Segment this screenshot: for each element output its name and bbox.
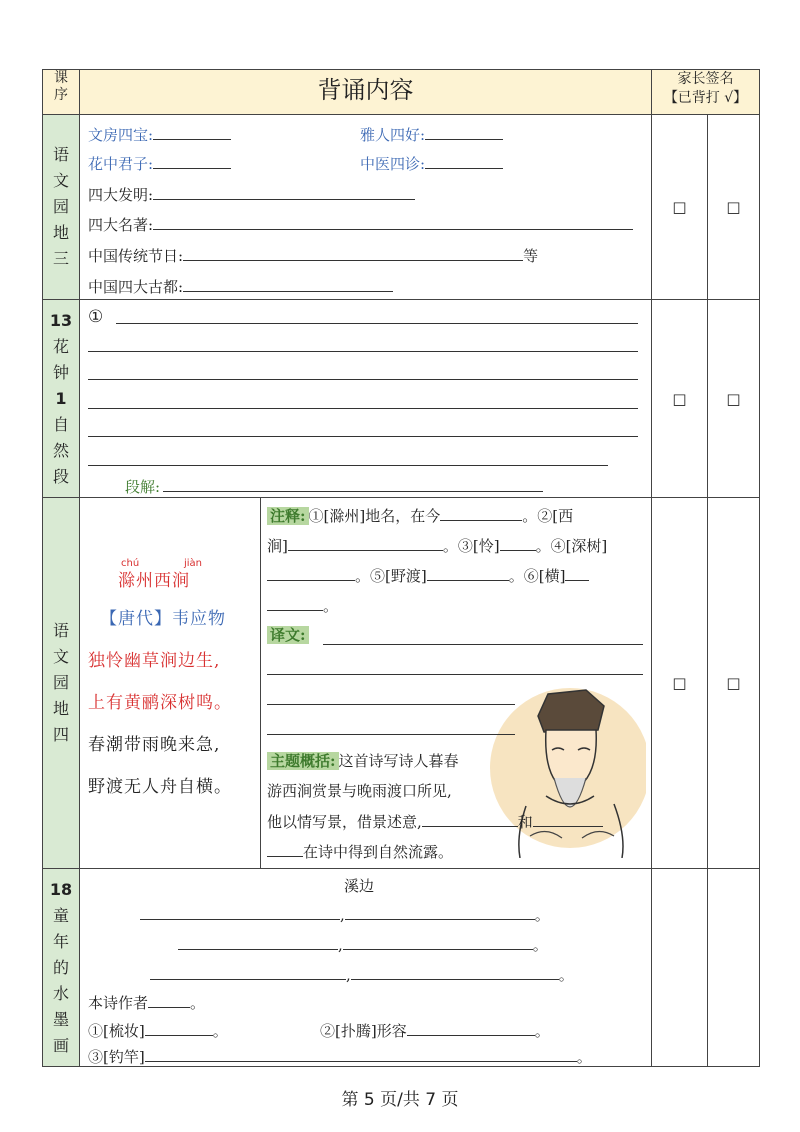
content-yuandi-4: [80, 498, 652, 869]
checkbox-cell-3a[interactable]: [652, 498, 708, 869]
poem-dynasty: 【唐代】: [100, 609, 172, 629]
xibian-blank-1a[interactable]: [140, 903, 340, 920]
lesson-char: 文: [52, 647, 69, 666]
lesson-char: 花: [52, 336, 69, 356]
q2-blank[interactable]: [407, 1019, 535, 1036]
checkbox-cell-2b[interactable]: [708, 300, 760, 498]
jieri-suffix: 等: [523, 247, 539, 265]
poem-line-2: 上有黄鹂深树鸣。: [88, 693, 232, 713]
theme-text-3: 他以情写景，借景述意,: [267, 813, 422, 831]
xibian-line-2: [178, 933, 548, 956]
lesson-char: 童: [52, 905, 69, 925]
poem-line-1: 独怜幽草涧边生,: [88, 651, 221, 671]
checkbox-icon[interactable]: □: [726, 198, 741, 216]
lesson-char: 文: [52, 171, 69, 190]
xibian-line-3: [150, 963, 574, 986]
checkbox-icon[interactable]: □: [726, 389, 741, 408]
faming-blank[interactable]: [153, 183, 415, 200]
answer-line-2[interactable]: [88, 351, 638, 352]
lesson-char: 四: [52, 725, 69, 744]
pinyin-jian: jiàn: [184, 558, 203, 569]
jieri-item: [88, 244, 538, 267]
xibian-line-1: [140, 903, 550, 926]
faming-item: [88, 183, 415, 206]
content-yuandi-3: [80, 115, 652, 300]
checkbox-icon[interactable]: □: [672, 389, 687, 408]
theme-label: 主题概括:: [267, 752, 339, 770]
poem-author: 韦应物: [172, 609, 226, 629]
xibian-blank-2a[interactable]: [178, 933, 338, 950]
xibian-blank-3b[interactable]: [351, 963, 559, 980]
translation-rule-2[interactable]: [267, 674, 643, 675]
duanjie-item: [122, 475, 543, 498]
row-huazhong: [43, 300, 760, 498]
notes-line-3: [267, 564, 589, 587]
comma: ,: [338, 936, 343, 954]
row-yuwen-yuandi-4: [43, 498, 760, 869]
lesson-char: 三: [52, 249, 69, 268]
gudu-blank[interactable]: [183, 275, 393, 292]
theme-line-4: [267, 840, 453, 863]
period: 。: [190, 994, 206, 1012]
lesson-char: 13: [49, 310, 73, 330]
author-q-label: 本诗作者: [88, 994, 149, 1012]
recitation-table: [42, 69, 760, 1067]
lesson-char: 语: [52, 145, 69, 164]
jieri-blank[interactable]: [183, 244, 523, 261]
q2-label: ②[扑腾]形容: [320, 1022, 407, 1040]
content-huazhong: [80, 300, 652, 498]
lesson-label-huazhong: [43, 300, 80, 498]
zhongyi-blank[interactable]: [425, 152, 503, 169]
lesson-char: 地: [52, 699, 69, 718]
note-6-blank-a[interactable]: [565, 564, 589, 581]
lesson-char: 水: [52, 983, 69, 1003]
row-yuwen-yuandi-3: [43, 115, 760, 300]
q1-label: ①[梳妆]: [88, 1022, 145, 1040]
lesson-char: 年: [52, 931, 69, 951]
note-2-start: 。②[西: [522, 507, 574, 525]
parent-sign-header: [652, 70, 760, 115]
checkbox-cell-1a[interactable]: [652, 115, 708, 300]
lesson-char: 段: [52, 466, 69, 486]
note-3-blank[interactable]: [500, 534, 536, 551]
notes-line-2: [267, 534, 607, 557]
note-6-end: 。: [323, 597, 339, 615]
period: 。: [558, 966, 574, 984]
translation-rule-1[interactable]: [323, 644, 643, 645]
note-2-end: 涧]: [267, 537, 288, 555]
theme-blank-2[interactable]: [533, 810, 603, 827]
huazhong-item: [88, 152, 231, 175]
lesson-label-yuandi-4: [43, 498, 80, 869]
poem-line-4: 野渡无人舟自横。: [88, 777, 232, 797]
notes-label: 注释:: [267, 507, 309, 525]
xibian-title: 溪边: [344, 877, 375, 895]
theme-text-2: 游西涧赏景与晚雨渡口所见,: [267, 782, 452, 800]
lesson-char: 1: [55, 388, 67, 408]
table-header-row: [43, 70, 760, 115]
xibian-blank-2b[interactable]: [343, 933, 533, 950]
lesson-char: 园: [52, 197, 69, 216]
note-6: 。⑥[横]: [508, 567, 566, 585]
theme-he: 和: [517, 813, 533, 831]
translation-line: [267, 624, 309, 646]
sign-header-line2: 【已背打 √】: [663, 90, 748, 106]
lesson-char: 18: [49, 879, 73, 899]
note-3: 。③[怜]: [442, 537, 500, 555]
lesson-char: 自: [52, 414, 69, 434]
answer-line-5[interactable]: [88, 436, 638, 437]
translation-rule-4[interactable]: [267, 734, 515, 735]
period: 。: [576, 1048, 592, 1066]
lesson-char: 园: [52, 673, 69, 692]
content-tongnian: [80, 869, 652, 1067]
answer-line-3[interactable]: [88, 379, 638, 380]
xibian-blank-1b[interactable]: [345, 903, 535, 920]
poem-byline: [100, 608, 226, 630]
question-3: [88, 1045, 592, 1068]
gudu-item: [88, 275, 393, 298]
q1-blank[interactable]: [145, 1019, 213, 1036]
huazhong-blank[interactable]: [153, 152, 231, 169]
sign-header-line1: 家长签名: [677, 71, 734, 87]
pinyin-chu: chú: [121, 558, 140, 569]
note-4: 。④[深树]: [535, 537, 608, 555]
lesson-char: 然: [52, 440, 69, 460]
lesson-label-tongnian: [43, 869, 80, 1067]
huazhong-label: 花中君子:: [88, 155, 154, 173]
question-1: [88, 1019, 228, 1042]
note-1: ①[滁州]地名，在今: [308, 507, 441, 525]
checkbox-icon[interactable]: □: [672, 198, 687, 216]
lesson-label-yuandi-3: [43, 115, 80, 300]
checkbox-cell-2a[interactable]: [652, 300, 708, 498]
checkbox-cell-4a[interactable]: [652, 869, 708, 1067]
duanjie-blank[interactable]: [163, 475, 543, 492]
note-2-blank[interactable]: [288, 534, 443, 551]
wenfang-blank[interactable]: [153, 123, 231, 140]
yaren-label: 雅人四好:: [360, 126, 426, 144]
checkbox-cell-1b[interactable]: [708, 115, 760, 300]
q3-blank[interactable]: [145, 1045, 577, 1062]
theme-text-1: 这首诗写诗人暮春: [338, 752, 459, 770]
checkbox-cell-4b[interactable]: [708, 869, 760, 1067]
period: 。: [534, 906, 550, 924]
row-tongnian: [43, 869, 760, 1067]
zhongyi-label: 中医四诊:: [360, 155, 426, 173]
zhongyi-item: [360, 152, 503, 175]
page-footer: 第 5 页/共 7 页: [341, 1090, 459, 1110]
yaren-item: [360, 123, 503, 146]
mingzhu-blank[interactable]: [153, 213, 633, 230]
note-4-blank[interactable]: [267, 564, 355, 581]
theme-blank-3[interactable]: [267, 840, 303, 857]
author-blank[interactable]: [148, 991, 190, 1008]
lesson-char: 语: [52, 621, 69, 640]
wenfang-label: 文房四宝:: [88, 126, 154, 144]
comma: ,: [346, 966, 351, 984]
poem-panel: [80, 498, 261, 869]
duanjie-label: 段解:: [125, 478, 161, 496]
checkbox-cell-3b[interactable]: [708, 498, 760, 869]
lesson-char: 钟: [52, 362, 69, 382]
lesson-char: 画: [52, 1035, 69, 1055]
xibian-blank-3a[interactable]: [150, 963, 346, 980]
theme-line-1: [267, 750, 459, 772]
notes-line-4: [267, 594, 338, 617]
notes-panel: [261, 498, 652, 869]
q3-label: ③[钓竿]: [88, 1048, 145, 1066]
theme-text-4: 在诗中得到自然流露。: [303, 843, 454, 861]
poem-line-3: 春潮带雨晚来急,: [88, 735, 221, 755]
mingzhu-label: 四大名著:: [88, 216, 154, 234]
period: 。: [532, 936, 548, 954]
lesson-char: 地: [52, 223, 69, 242]
translation-rule-3[interactable]: [267, 704, 515, 705]
period: 。: [212, 1022, 228, 1040]
content-column-header: 背诵内容: [80, 70, 652, 115]
note-5-blank[interactable]: [427, 564, 509, 581]
answer-line-4[interactable]: [88, 408, 638, 409]
lesson-column-header: [43, 70, 80, 115]
faming-label: 四大发明:: [88, 186, 154, 204]
wenfang-item: [88, 123, 231, 146]
question-2: [320, 1019, 550, 1042]
gudu-label: 中国四大古都:: [88, 278, 184, 296]
checkbox-icon[interactable]: □: [726, 674, 741, 692]
answer-line-1[interactable]: [116, 323, 638, 324]
header-lesson-char-2: 序: [54, 87, 68, 103]
yaren-blank[interactable]: [425, 123, 503, 140]
author-question: [88, 991, 205, 1014]
mingzhu-item: [88, 213, 633, 236]
header-lesson-char-1: 课: [54, 70, 68, 86]
jieri-label: 中国传统节日:: [88, 247, 184, 265]
note-5: 。⑤[野渡]: [355, 567, 427, 585]
answer-line-6[interactable]: [88, 465, 608, 466]
lesson-char: 墨: [52, 1009, 69, 1029]
circle-one-label: ①: [88, 307, 104, 327]
note-6-blank-b[interactable]: [267, 594, 323, 611]
note-1-blank[interactable]: [440, 504, 522, 521]
theme-line-3: [267, 810, 603, 833]
theme-blank-1[interactable]: [422, 810, 518, 827]
period: 。: [534, 1022, 550, 1040]
checkbox-icon[interactable]: □: [672, 674, 687, 692]
poem-title: 滁州西涧: [118, 571, 190, 591]
lesson-char: 的: [52, 957, 69, 977]
translation-label: 译文:: [267, 626, 309, 644]
comma: ,: [340, 906, 345, 924]
notes-line-1: [267, 504, 573, 527]
